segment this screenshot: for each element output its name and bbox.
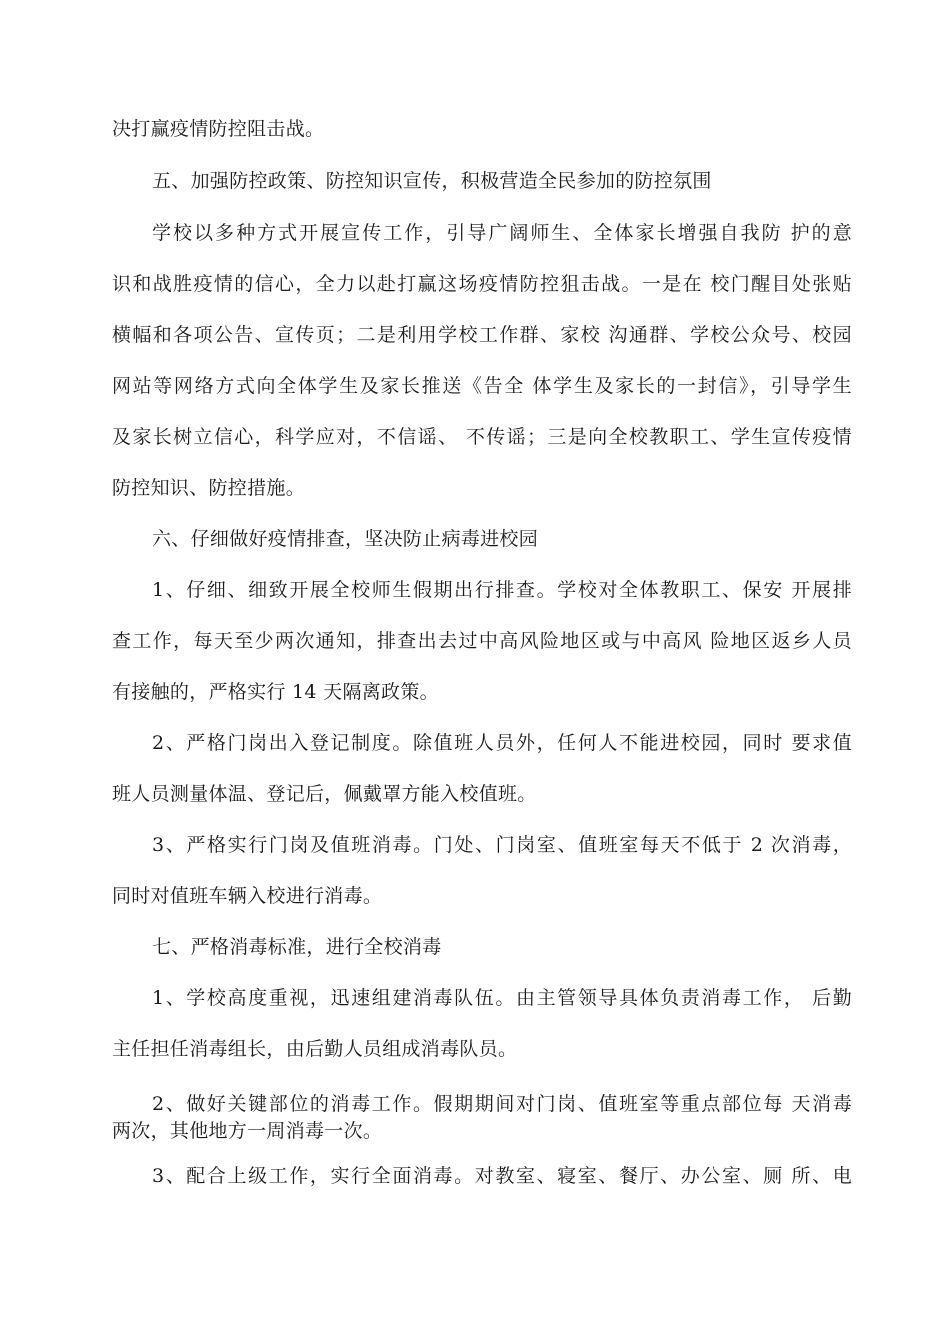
paragraph-line: 防控知识、防控措施。 (112, 477, 306, 499)
section-heading: 五、加强防控政策、防控知识宣传，积极营造全民参加的防控氛围 (152, 170, 712, 192)
paragraph-line: 查工作，每天至少两次通知，排查出去过中高风险地区或与中高风 险地区返乡人员 (112, 630, 852, 652)
paragraph-line: 决打赢疫情防控阻击战。 (112, 118, 325, 140)
paragraph-line: 2、严格门岗出入登记制度。除值班人员外，任何人不能进校园，同时 要求值 (152, 732, 852, 754)
paragraph-line: 主任担任消毒组长，由后勤人员组成消毒队员。 (112, 1038, 518, 1060)
paragraph-line: 3、严格实行门岗及值班消毒。门处、门岗室、值班室每天不低于 2 次消毒， (152, 834, 852, 856)
paragraph-line: 网站等网络方式向全体学生及家长推送《告全 体学生及家长的一封信》，引导学生 (112, 375, 852, 397)
paragraph-line: 及家长树立信心，科学应对，不信谣、 不传谣；三是向全校教职工、学生宣传疫情 (112, 426, 852, 448)
paragraph-line: 2、做好关键部位的消毒工作。假期期间对门岗、值班室等重点部位每 天消毒 (152, 1093, 852, 1115)
section-heading: 六、仔细做好疫情排查，坚决防止病毒进校园 (152, 528, 539, 550)
paragraph-line: 横幅和各项公告、宣传页；二是利用学校工作群、家校 沟通群、学校公众号、校园 (112, 324, 852, 346)
paragraph-line: 1、学校高度重视，迅速组建消毒队伍。由主管领导具体负责消毒工作， 后勤 (152, 987, 852, 1009)
section-heading: 七、严格消毒标准，进行全校消毒 (152, 936, 442, 958)
paragraph-line: 识和战胜疫情的信心，全力以赴打赢这场疫情防控狙击战。一是在 校门醒目处张贴 (112, 273, 852, 295)
paragraph-line: 1、仔细、细致开展全校师生假期出行排查。学校对全体教职工、保安 开展排 (152, 579, 852, 601)
paragraph-line: 学校以多种方式开展宣传工作，引导广阔师生、全体家长增强自我防 护的意 (152, 222, 852, 244)
paragraph-line: 同时对值班车辆入校进行消毒。 (112, 885, 383, 907)
paragraph-line: 3、配合上级工作，实行全面消毒。对教室、寝室、餐厅、办公室、厕 所、电 (152, 1165, 852, 1187)
paragraph-line: 班人员测量体温、登记后，佩戴罩方能入校值班。 (112, 783, 537, 805)
paragraph-line: 两次，其他地方一周消毒一次。 (112, 1120, 383, 1142)
paragraph-line: 有接触的，严格实行 14 天隔离政策。 (112, 681, 439, 703)
